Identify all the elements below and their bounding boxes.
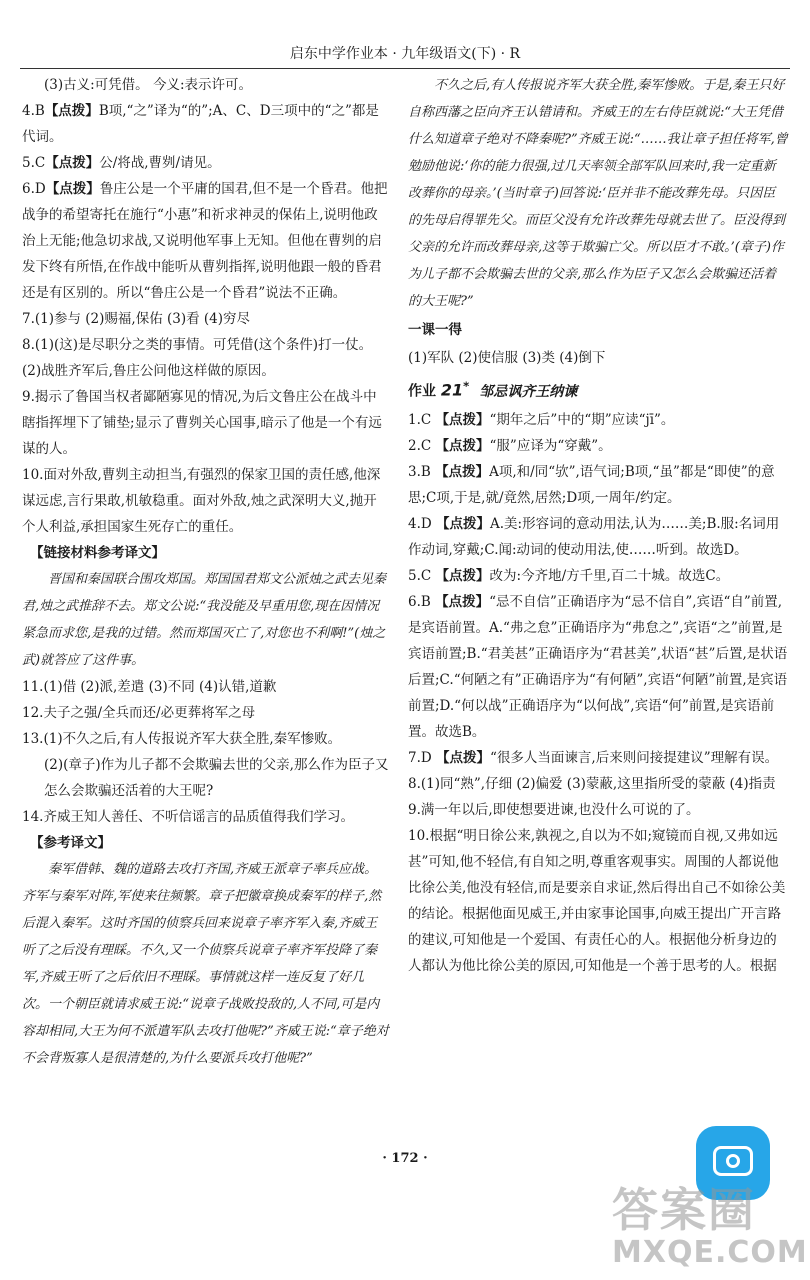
answer-r6 [408, 589, 788, 745]
hint-tag: 【点拨】 [436, 515, 491, 532]
answer-r2 [408, 433, 788, 459]
answer-q7: 7.(1)参与 (2)赐福,保佑 (3)看 (4)穷尽 [22, 311, 251, 327]
answer-q9: 9.揭示了鲁国当权者鄙陋寡见的情况,为后文鲁庄公在战斗中瞎指挥埋下了铺垫;显示了曹刿关心国事,暗示了他是一个有远谋的人。 [22, 389, 382, 457]
answer-number: 2.C [408, 437, 432, 454]
answer-text: 公/将战,曹刿/请见。 [99, 155, 221, 171]
answer-r9: 9.满一年以后,即使想要进谏,也没什么可说的了。 [408, 801, 700, 818]
hint-tag: 【点拨】 [45, 155, 100, 171]
section-number: 21 [440, 380, 464, 400]
hint-tag: 【点拨】 [435, 567, 490, 584]
answer-number: 3.B [408, 463, 431, 480]
answer-number: 6.B [408, 593, 431, 610]
hint-tag: 【点拨】 [435, 593, 490, 610]
page-number: · 172 · [382, 1151, 428, 1166]
answer-r10: 10.根据“明日徐公来,孰视之,自以为不如;窥镜而自视,又弗如远甚”可知,他不轻信,有自知之明,尊重客观事实。周围的人都说他比徐公美,他没有轻信,而是要亲自求证,然后得出自己不如徐公美的结论。根据他面见威王,并由家事论国事,向威王提出广开言路的建议,可知他是一个爱国、有责任心的人。根据他分析身边的人都认为他比徐公美的原因,可知他是一个善于思考的人。根据 [408, 827, 786, 974]
hint-tag: 【点拨】 [436, 749, 491, 766]
answer-number: 1.C [408, 411, 432, 428]
answer-q14: 14.齐威王知人善任、不听信谣言的品质值得我们学习。 [22, 809, 354, 825]
answer-text: 鲁庄公是一个平庸的国君,但不是一个昏君。他把战争的希望寄托在施行“小惠”和祈求神灵的保佑上,说明他政治上无能;他急切求战,又说明他军事上无知。但他在曹刿的启发下终有所悟,在作战中能听从曹刿指挥,说明他跟一般的昏君还是有区别的。所以“鲁庄公是一个昏君”说法不正确。 [22, 181, 388, 301]
link-material-text: 晋国和秦国联合围攻郑国。郑国国君郑文公派烛之武去见秦君,烛之武推辞不去。郑文公说:“我没能及早重用您,现在因情况紧急而求您,是我的过错。然而郑国灭亡了,对您也不利啊!”(烛之武)就答应了这件事。 [22, 572, 387, 668]
link-material-title: 【链接材料参考译文】 [30, 545, 165, 561]
left-column [22, 72, 390, 1072]
yike-yide-text: (1)军队 (2)使信服 (3)类 (4)倒下 [408, 350, 606, 366]
answer-text: A.美:形容词的意动用法,认为……美;B.服:名词用作动词,穿戴;C.闻:动词的使动用法,使……听到。故选D。 [408, 515, 780, 558]
answer-number: 5.C [408, 567, 432, 584]
answer-text: “服”应译为“穿戴”。 [489, 437, 612, 454]
answer-text: 改为:今齐地/方千里,百二十城。故选C。 [489, 567, 730, 584]
answer-line: (3)古义:可凭借。 今义:表示许可。 [44, 77, 253, 93]
right-column [408, 72, 788, 979]
answer-text: “很多人当面谏言,后来则问接提建议”理解有误。 [490, 749, 779, 766]
section-title [408, 373, 788, 405]
section-star: * [463, 379, 470, 393]
answer-text: A项,和/同“欤”,语气词;B项,“虽”都是“即使”的意思;C项,于是,就/竟然,居然;D项,一周年/约定。 [408, 463, 775, 506]
answer-text: “忌不自信”正确语序为“忌不信自”,宾语“自”前置,是宾语前置。A.“弗之怠”正确语序为“弗怠之”,宾语“之”前置,是宾语前置;B.“君美甚”正确语序为“君甚美”,状语“甚”后置,是状语后置;C.“何陋之有”正确语序为“有何陋”,宾语“何陋”前置,是宾语前置;D.“何以战”正确语序为“以何战”,宾语“何”前置,是宾语前置。故选B。 [408, 593, 788, 740]
answer-q12: 12.夫子之强/全兵而还/必更葬将军之母 [22, 705, 256, 721]
answer-text: “期年之后”中的“期”应读“jī”。 [489, 411, 675, 428]
answer-r3 [408, 459, 788, 511]
running-header [20, 44, 790, 69]
answer-q6 [22, 176, 390, 306]
answer-q13-1: 13.(1)不久之后,有人传报说齐军大获全胜,秦军惨败。 [22, 731, 342, 747]
hint-tag: 【点拨】 [435, 463, 490, 480]
hint-tag: 【点拨】 [435, 437, 490, 454]
reference-translation-text: 秦军借韩、魏的道路去攻打齐国,齐威王派章子率兵应战。齐军与秦军对阵,军使来往频繁。章子把徽章换成秦军的样子,然后混入秦军。这时齐国的侦察兵回来说章子率齐军入秦,齐威王听了之后没有理睬。不久,又一个侦察兵说章子率齐军投降了秦军,齐威王听了之后依旧不理睬。事情就这样一连反复了好几次。一个朝臣就请求威王说:“说章子战败投敌的,人不同,可是内容却相同,大王为何不派遣军队去攻打他呢?”齐威王说:“章子绝对不会背叛寡人是很清楚的,为什么要派兵攻打他呢?” [22, 862, 389, 1066]
answer-q4 [22, 98, 390, 150]
answer-number: 4.D [408, 515, 432, 532]
answer-r5 [408, 563, 788, 589]
reference-translation-title: 【参考译文】 [30, 835, 111, 851]
hint-tag: 【点拨】 [44, 103, 99, 119]
section-name: 邹忌讽齐王纳谏 [479, 383, 578, 400]
answer-q13-2: (2)(章子)作为儿子都不会欺骗去世的父亲,那么作为臣子又怎么会欺骗还活着的大王呢? [44, 757, 389, 799]
answer-number: 4.B [22, 103, 45, 119]
hint-tag: 【点拨】 [45, 181, 100, 197]
header-title: 启东中学作业本 · 九年级语文(下) · R [289, 46, 521, 62]
yike-yide-title: 一课一得 [408, 322, 462, 338]
answer-q8: 8.(1)(这)是尽职分之类的事情。可凭借(这个条件)打一仗。(2)战胜齐军后,鲁庄公问他这样做的原因。 [22, 337, 373, 379]
answer-r1 [408, 407, 788, 433]
watermark-logo-text: 答案圈 [612, 1183, 756, 1237]
answer-q5 [22, 150, 390, 176]
answer-number: 7.D [408, 749, 432, 766]
hint-tag: 【点拨】 [435, 411, 490, 428]
answer-number: 6.D [22, 181, 46, 197]
answer-number: 5.C [22, 155, 46, 171]
watermark-url: MXQE.COM [612, 1235, 808, 1270]
answer-r8: 8.(1)同“熟”,仔细 (2)偏爱 (3)蒙蔽,这里指所受的蒙蔽 (4)指责 [408, 775, 776, 792]
answer-text: B项,“之”译为“的”;A、C、D三项中的“之”都是代词。 [22, 103, 379, 145]
section-prefix: 作业 [408, 383, 436, 400]
answer-q10: 10.面对外敌,曹刿主动担当,有强烈的保家卫国的责任感,他深谋远虑,言行果敢,机敏稳重。面对外敌,烛之武深明大义,抛开个人利益,承担国家生死存亡的重任。 [22, 467, 381, 535]
translation-continued: 不久之后,有人传报说齐军大获全胜,秦军惨败。于是,秦王只好自称西藩之臣向齐王认错请和。齐威王的左右侍臣就说:“大王凭借什么知道章子绝对不降秦呢?”齐威王说:“……我让章子担任将军,曾勉励他说:‘你的能力很强,过几天率领全部军队回来时,我一定重新改葬你的母亲。’(当时章子)回答说:‘臣并非不能改葬先母。只因臣的先母启得罪先父。而臣父没有允许改葬先母就去世了。臣没得到父亲的允许而改葬母亲,这等于欺骗亡父。所以臣才不敢。’(章子)作为儿子都不会欺骗去世的父亲,那么作为臣子又怎么会欺骗还活着的大王呢?” [408, 78, 788, 309]
answer-r7 [408, 745, 788, 771]
answer-q11: 11.(1)借 (2)派,差遣 (3)不同 (4)认错,道歉 [22, 679, 277, 695]
answer-r4 [408, 511, 788, 563]
